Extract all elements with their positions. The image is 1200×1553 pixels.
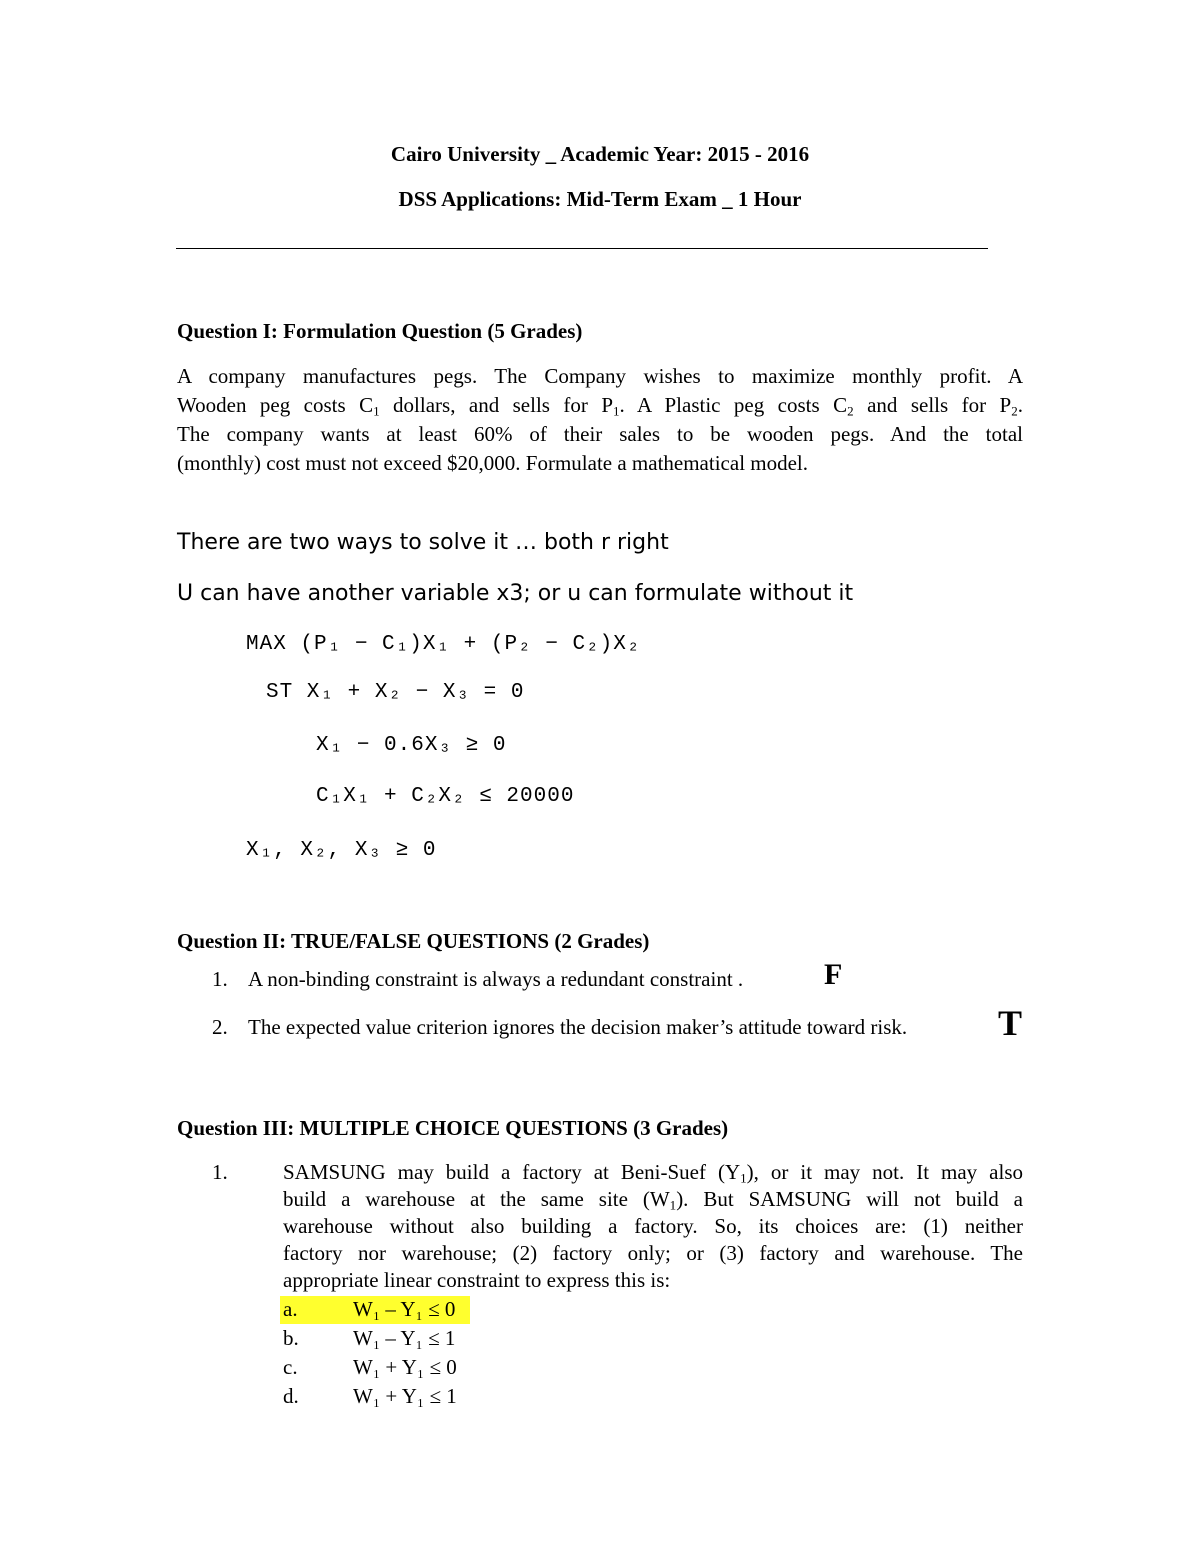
model-constraint-3: C₁X₁ + C₂X₂ ≤ 20000 bbox=[316, 785, 575, 808]
handwritten-note-1: There are two ways to solve it … both r right bbox=[177, 530, 669, 555]
option-letter: c. bbox=[283, 1355, 298, 1379]
model-objective: MAX (P₁ − C₁)X₁ + (P₂ − C₂)X₂ bbox=[246, 633, 641, 656]
option-letter: b. bbox=[283, 1326, 299, 1350]
option-letter: d. bbox=[283, 1384, 299, 1408]
mc-option-d[interactable] bbox=[283, 1384, 583, 1412]
exam-header-course: DSS Applications: Mid-Term Exam _ 1 Hour bbox=[398, 187, 802, 211]
mc-stem-line-4: factory nor warehouse; (2) factory only; or (3) factory and warehouse. The bbox=[283, 1241, 1023, 1265]
tf-item-text: The expected value criterion ignores the decision maker’s attitude toward risk. bbox=[248, 1015, 908, 1039]
question-2-title: Question II: TRUE/FALSE QUESTIONS (2 Grades) bbox=[177, 929, 650, 953]
model-nonnegativity: X₁, X₂, X₃ ≥ 0 bbox=[246, 839, 437, 862]
mc-option-c[interactable] bbox=[283, 1355, 583, 1383]
option-value: W₁ + Y₁ ≤ 1 bbox=[353, 1384, 457, 1408]
tf-item-number: 1. bbox=[212, 967, 228, 991]
mc-stem-line-5: appropriate linear constraint to express this is: bbox=[283, 1268, 671, 1292]
tf-answer-2: T bbox=[998, 1003, 1023, 1043]
mc-stem-line-1: SAMSUNG may build a factory at Beni-Suef $(Y_1)$, or it may not. It may also bbox=[283, 1160, 1023, 1186]
mc-option-a[interactable] bbox=[283, 1297, 583, 1325]
tf-item-number: 2. bbox=[212, 1015, 228, 1039]
mc-stem-line-2: build a warehouse at the same site $(W_1)$. But SAMSUNG will not build a bbox=[283, 1187, 1023, 1213]
mc-question-number: 1. bbox=[212, 1160, 228, 1184]
question-1-title: Question I: Formulation Question (5 Grades) bbox=[177, 319, 583, 343]
exam-header-university: Cairo University _ Academic Year: 2015 - 2016 bbox=[390, 142, 810, 166]
model-constraint-1: ST X₁ + X₂ − X₃ = 0 bbox=[266, 681, 525, 704]
mc-question-stem bbox=[283, 1159, 1023, 1294]
option-value: W₁ – Y₁ ≤ 0 bbox=[353, 1297, 456, 1321]
mc-option-b[interactable] bbox=[283, 1326, 583, 1354]
q1-line-1: A company manufactures pegs. The Company wishes to maximize monthly profit. A bbox=[177, 364, 1023, 388]
q1-line-2: Wooden peg costs $C_1$ dollars, and sells for $P_1$. A Plastic peg costs $C_2$ and sells for $P_2$. bbox=[177, 393, 1023, 419]
option-letter: a. bbox=[283, 1297, 298, 1321]
tf-item-2 bbox=[212, 1015, 1012, 1045]
q1-line-4: (monthly) cost must not exceed $20,000. Formulate a mathematical model. bbox=[177, 451, 809, 475]
mc-stem-line-3: warehouse without also building a factory. So, its choices are: (1) neither bbox=[283, 1214, 1023, 1238]
question-3-title: Question III: MULTIPLE CHOICE QUESTIONS (3 Grades) bbox=[177, 1116, 729, 1140]
option-value: W₁ – Y₁ ≤ 1 bbox=[353, 1326, 456, 1350]
q1-line-3: The company wants at least 60% of their sales to be wooden pegs. And the total bbox=[177, 422, 1023, 446]
tf-item-text: A non-binding constraint is always a redundant constraint . bbox=[248, 967, 744, 991]
tf-item-1 bbox=[212, 967, 912, 997]
question-1-text bbox=[177, 362, 1023, 478]
model-constraint-2: X₁ − 0.6X₃ ≥ 0 bbox=[316, 734, 507, 757]
header-divider bbox=[176, 248, 988, 249]
option-value: W₁ + Y₁ ≤ 0 bbox=[353, 1355, 457, 1379]
handwritten-note-2: U can have another variable x3; or u can formulate without it bbox=[177, 581, 854, 606]
tf-answer-1: F bbox=[824, 958, 843, 991]
